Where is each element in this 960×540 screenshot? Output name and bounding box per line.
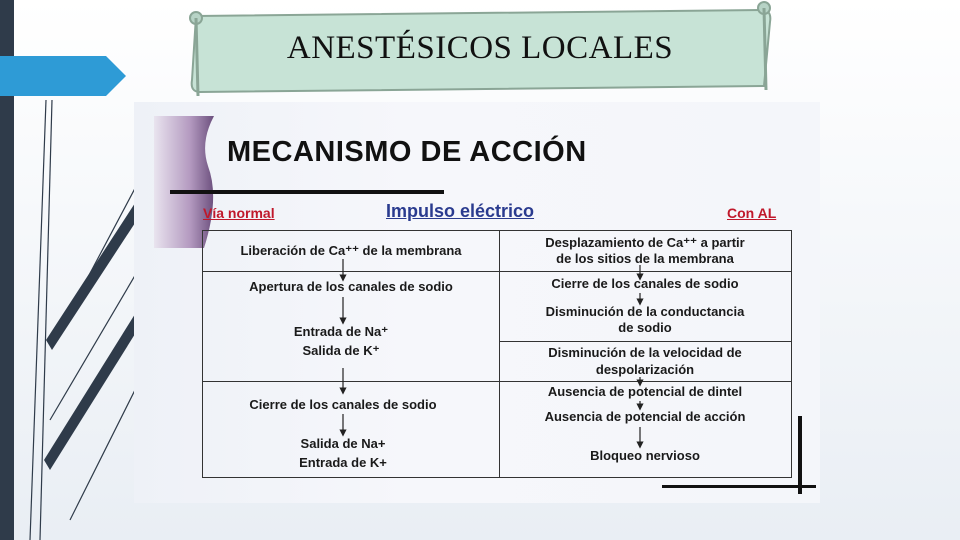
left-step-2: Apertura de los canales de sodio <box>249 279 453 294</box>
left-step-5: Cierre de los canales de sodio <box>249 397 437 412</box>
diagram-title: MECANISMO DE ACCIÓN <box>227 136 587 168</box>
right-step-7: Bloqueo nervioso <box>590 448 700 463</box>
right-step-3: Disminución de la conductancia <box>545 304 745 319</box>
left-step-7: Entrada de K+ <box>299 455 387 470</box>
left-step-6: Salida de Na+ <box>300 436 386 451</box>
bracket-horizontal-line <box>662 485 816 488</box>
bracket-vertical-line <box>798 416 802 494</box>
left-step-1: Liberación de Ca⁺⁺ de la membrana <box>240 243 462 258</box>
right-step-4: Disminución de la velocidad de <box>548 345 742 360</box>
slide-title: ANESTÉSICOS LOCALES <box>286 30 674 66</box>
left-step-4: Salida de K⁺ <box>302 343 380 358</box>
diagram-panel <box>134 102 820 503</box>
left-step-3: Entrada de Na⁺ <box>293 324 389 339</box>
title-underline <box>170 190 444 194</box>
right-step-3b: de sodio <box>618 320 672 335</box>
right-step-1: Desplazamiento de Ca⁺⁺ a partir <box>545 235 745 250</box>
header-impulso-electrico: Impulso eléctrico <box>386 201 535 221</box>
blue-arrow-shape <box>0 56 126 96</box>
right-step-4b: despolarización <box>595 362 695 377</box>
flow-table <box>202 230 792 478</box>
flow-arrows <box>203 231 791 477</box>
right-step-1b: de los sitios de la membrana <box>556 251 734 266</box>
right-step-2: Cierre de los canales de sodio <box>551 276 739 291</box>
header-via-normal: Vía normal <box>203 205 275 221</box>
right-step-5: Ausencia de potencial de dintel <box>547 384 743 399</box>
header-con-al: Con AL <box>727 205 777 221</box>
right-step-6: Ausencia de potencial de acción <box>544 409 746 424</box>
